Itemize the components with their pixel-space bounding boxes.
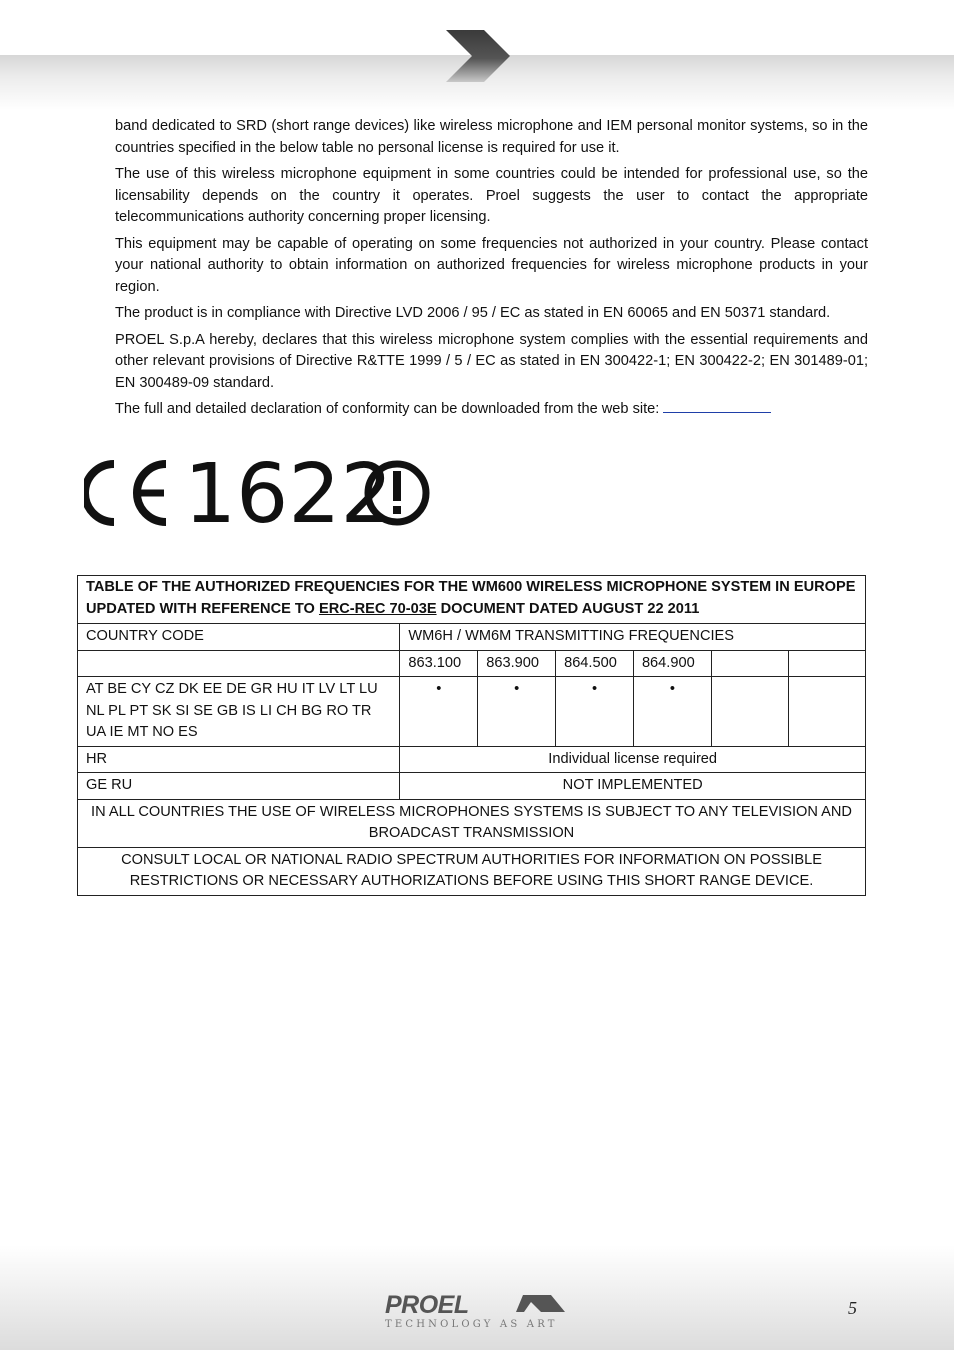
paragraph-srd: band dedicated to SRD (short range devices) like wireless microphone and IEM personal monitor systems, so in the countries specified in the below table no personal license is required for use it. [115,118,868,156]
status-cell: NOT IMPLEMENTED [400,773,866,800]
logo-arrow-icon [516,1295,565,1312]
paragraph-frequencies: This equipment may be capable of operating on some frequencies not authorized in your country. Please contact your national authority to obtain information on authorized frequencies for wireless microphone products in your region. [115,235,868,295]
frequency-cell: 864.500 [556,650,634,677]
authorized-mark: • [400,677,478,747]
header-country-code: COUNTRY CODE [78,624,400,651]
logo-tagline: TECHNOLOGY AS ART [385,1319,558,1330]
table-note-row [78,847,866,895]
frequency-cell: 863.900 [478,650,556,677]
paragraph-licensing: The use of this wireless microphone equipment in some countries could be intended for professional use, so the licensability depends on the country it operates. Proel suggests the user to contact the appropriate telecommunications authority concerning proper licensing. [115,166,868,225]
eu-countries-cell: AT BE CY CZ DK EE DE GR HU IT LV LT LU NL PL PT SK SI SE GB IS LI CH BG RO TR UA IE MT NO ES [78,677,400,747]
website-link[interactable] [663,400,771,413]
table-header-row [78,624,866,651]
table-frequency-row [78,650,866,677]
country-code-cell: HR [78,746,400,773]
authorized-mark: • [556,677,634,747]
status-cell: Individual license required [400,746,866,773]
authorized-mark: • [633,677,711,747]
table-note-authorities: CONSULT LOCAL OR NATIONAL RADIO SPECTRUM AUTHORITIES FOR INFORMATION ON POSSIBLE RESTRICTIONS OR NECESSARY AUTHORIZATIONS BEFORE USING THIS SHORT RANGE DEVICE. [78,847,866,895]
country-code-cell: GE RU [78,773,400,800]
paragraph-declaration: PROEL S.p.A hereby, declares that this wireless microphone system complies with the essential requirements and other relevant provisions of Directive R&TTE 1999 / 5 / EC as stated in EN 300422-1; EN 300422-2; EN 301489-01; EN 300489-09 standard. [115,331,868,391]
header-transmitting-frequencies: WM6H / WM6M TRANSMITTING FREQUENCIES [400,624,866,651]
frequency-cell [711,650,788,677]
table-row-eu-countries [78,677,866,747]
authorized-mark: • [478,677,556,747]
table-row-hr [78,746,866,773]
ce-number: 1622 [184,456,393,530]
paragraph-lvd: The product is in compliance with Directive LVD 2006 / 95 / EC as stated in EN 60065 and EN 50371 standard. [115,305,831,321]
ce-mark-logo [84,456,434,530]
table-note-broadcast: IN ALL COUNTRIES THE USE OF WIRELESS MICROPHONES SYSTEMS IS SUBJECT TO ANY TELEVISION AND BROADCAST TRANSMISSION [78,799,866,847]
header-arrow-icon [440,28,515,84]
download-text: The full and detailed declaration of conformity can be downloaded from the web site: [115,401,660,417]
authorized-mark [711,677,788,747]
table-title-row [78,576,866,624]
table-title: TABLE OF THE AUTHORIZED FREQUENCIES FOR THE WM600 WIRELESS MICROPHONE SYSTEM IN EUROPE UPDATED WITH REFERENCE TO ERC-REC 70-03E DOCUMENT DATED AUGUST 22 2011 [78,576,866,624]
frequency-cell: 864.900 [633,650,711,677]
frequency-cell [788,650,865,677]
frequency-table [77,575,866,896]
table-cell-empty [78,650,400,677]
paragraph-download [115,399,868,421]
authorized-mark [788,677,865,747]
logo-wordmark: PROEL [385,1291,469,1319]
body-text [115,116,868,426]
frequency-cell: 863.100 [400,650,478,677]
table-note-row [78,799,866,847]
table-row-ge-ru [78,773,866,800]
erc-rec-link[interactable]: ERC-REC 70-03E [318,600,437,617]
page-number: 5 [848,1298,857,1318]
